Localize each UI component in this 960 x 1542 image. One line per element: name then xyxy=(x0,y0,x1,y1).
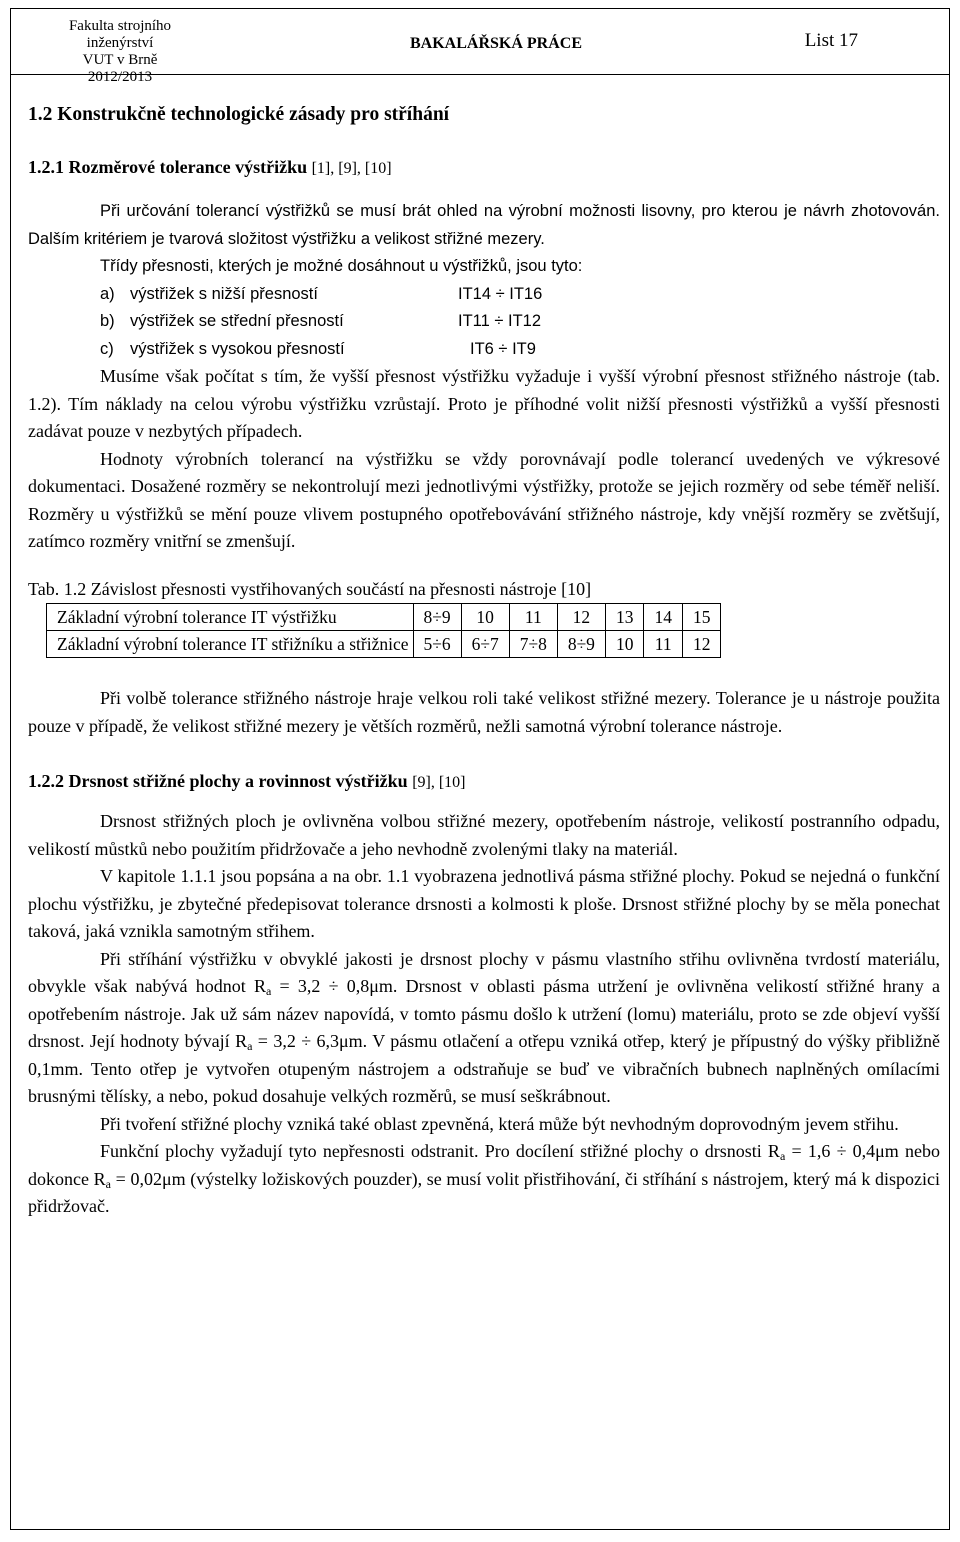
list-item-range: IT6 ÷ IT9 xyxy=(470,339,536,358)
text-run: = 3,2 ÷ 0,8μm. Drsnost v oblasti pásma utržení je ovlivněna velikostí střižné hrany a opotřebením nástroje. Jak už sám název napovídá, v tomto pásmu došlo k utržení (lomu) materiálu, proto se zde objeví vyšší drsnost. Její hodnoty bývají R xyxy=(28,976,940,1051)
page-header xyxy=(10,8,950,85)
header-page-label: List 17 xyxy=(804,30,858,51)
list-item-key: c) xyxy=(100,339,114,358)
header-university: VUT v Brně xyxy=(82,52,158,68)
paragraph: Musíme však počítat s tím, že vyšší přesnost výstřižku vyžaduje i vyšší výrobní přesnost střižného nástroje (tab. 1.2). Tím náklady na celou výrobu výstřižku vzrůstají. Proto je příhodné volit nižší přesnosti výstřižků a vyšší přesnosti zadávat pouze v nezbytých případech. xyxy=(28,366,940,441)
table-cell-label: Základní výrobní tolerance IT střižníku a střižnice xyxy=(47,631,414,658)
subsection-title-2-text: 1.2.2 Drsnost střižné plochy a rovinnost výstřižku xyxy=(28,771,408,791)
table-cell: 13 xyxy=(605,604,644,631)
text-run: Funkční plochy vyžadují tyto nepřesnosti odstranit. Pro docílení střižné plochy o drsnosti R xyxy=(100,1141,780,1161)
table-cell: 5÷6 xyxy=(413,631,461,658)
paragraph: Drsnost střižných ploch je ovlivněna volbou střižné mezery, opotřebením nástroje, velikostí postranního odpadu, velikostí můstků nebo použitím přidržovače a jeho nevhodně zvolenými tlaky na materiál. xyxy=(28,811,940,859)
paragraph: Při určování tolerancí výstřižků se musí brát ohled na výrobní možnosti lisovny, pro kterou je návrh zhotovován. Dalším kritériem je tvarová složitost výstřižku a velikost střižné mezery. xyxy=(28,202,940,248)
table-cell: 14 xyxy=(644,604,683,631)
list-item-desc: výstřižek s nižší přesností xyxy=(130,284,318,303)
list-item-key: a) xyxy=(100,284,115,303)
accuracy-classes-list xyxy=(100,281,940,364)
list-item-range: IT14 ÷ IT16 xyxy=(458,284,543,303)
text-run: = 1,6 ÷ 0,4μm nebo dokonce R xyxy=(28,1141,941,1189)
table-cell: 10 xyxy=(605,631,644,658)
tolerance-table xyxy=(46,603,721,658)
table-cell: 12 xyxy=(557,604,605,631)
paragraph: Hodnoty výrobních tolerancí na výstřižku se vždy porovnávají podle tolerancí uvedených ve výkresové dokumentaci. Dosažené rozměry se nekontrolují mezi jednotlivými výstřižky, protože se jejich rozměry od sebe téměř neliší. Rozměry u výstřižků se mění pouze vlivem postupného opotřebovávání střižného nástroje, kdy vnější rozměry se zvětšují, zatímco rozměry vnitřní se zmenšují. xyxy=(28,448,940,551)
header-year: 2012/2013 xyxy=(87,69,153,85)
list-item xyxy=(100,281,940,309)
section-title: 1.2 Konstrukčně technologické zásady pro stříhání xyxy=(28,104,450,125)
header-doc-type: BAKALÁŘSKÁ PRÁCE xyxy=(410,35,583,52)
classes-intro: Třídy přesnosti, kterých je možné dosáhnout u výstřižků, jsou tyto: xyxy=(100,257,583,275)
table-cell: 6÷7 xyxy=(461,631,509,658)
text-run: = 0,02μm (výstelky ložiskových pouzder), se musí volit přistřihování, či stříhání s nástrojem, který má k dispozici přidržovač. xyxy=(28,1168,940,1216)
subsection-refs-2: [9], [10] xyxy=(412,774,466,791)
subscript: a xyxy=(105,1176,111,1191)
table-row xyxy=(47,631,721,658)
subscript: a xyxy=(779,1149,786,1163)
subsection-refs-1: [1], [9], [10] xyxy=(311,160,392,177)
subsection-title-1-text: 1.2.1 Rozměrové tolerance výstřižku xyxy=(28,157,308,177)
table-cell: 12 xyxy=(682,631,721,658)
list-item xyxy=(100,308,940,336)
table-cell: 11 xyxy=(644,631,683,658)
table-row xyxy=(47,604,721,631)
table-cell: 7÷8 xyxy=(509,631,557,658)
paragraph: Při volbě tolerance střižného nástroje hraje velkou roli také velikost střižné mezery. Tolerance je u nástroje použita pouze v případě, že velikost střižné mezery je větších rozměrů, nežli samotná výrobní tolerance nástroje. xyxy=(28,688,940,736)
subscript: a xyxy=(265,984,272,998)
table-caption: Tab. 1.2 Závislost přesnosti vystřihovaných součástí na přesnosti nástroje [10] xyxy=(28,578,592,599)
table-cell: 8÷9 xyxy=(413,604,461,631)
subsection-title-1 xyxy=(28,152,940,184)
table-cell-label: Základní výrobní tolerance IT výstřižku xyxy=(47,604,414,631)
text-run: Při stříhání výstřižku v obvyklé jakosti je drsnost plochy v pásmu vlastního střihu ovlivněna tvrdostí materiálu, obvykle však nabývá hodnot R xyxy=(28,948,940,996)
page-content xyxy=(28,100,940,1221)
list-item xyxy=(100,336,940,364)
header-institution xyxy=(40,18,200,86)
table-cell: 15 xyxy=(682,604,721,631)
list-item-desc: výstřižek se střední přesností xyxy=(130,312,344,330)
paragraph-functional xyxy=(28,1138,940,1221)
subscript: a xyxy=(247,1039,253,1053)
table-cell: 11 xyxy=(509,604,557,631)
list-item-key: b) xyxy=(100,312,115,330)
header-faculty: Fakulta strojního inženýrství xyxy=(68,18,172,51)
subsection-title-2 xyxy=(28,766,940,798)
list-item-range: IT11 ÷ IT12 xyxy=(458,312,542,330)
paragraph: V kapitole 1.1.1 jsou popsána a na obr. 1.1 vyobrazena jednotlivá pásma střižné plochy. Pokud se nejedná o funkční plochu výstřižku, je zbytečné předepisovat tolerance drsnosti a kolmosti k ploše. Drsnost střižné plochy by se měla ponechat taková, jaká vznikla samotným střihem. xyxy=(28,866,940,941)
text-run: = 3,2 ÷ 6,3μm. V pásmu otlačení a otřepu vzniká otřep, který je přípustný do výšky přibližně 0,1mm. Tento otřep je vytvořen otupeným nástrojem a odstraňuje se buď ve vibračních bubnech naplněných omílacími brusnými tělísky, a nebo, pokud dosahuje velkých rozměrů, se musí seškrábnout. xyxy=(28,1031,940,1106)
table-cell: 8÷9 xyxy=(557,631,605,658)
table-cell: 10 xyxy=(461,604,509,631)
list-item-desc: výstřižek s vysokou přesností xyxy=(130,339,345,358)
paragraph: Při tvoření střižné plochy vzniká také oblast zpevněná, která může být nevhodným doprovodným jevem střihu. xyxy=(100,1113,899,1134)
paragraph-roughness xyxy=(28,946,940,1111)
